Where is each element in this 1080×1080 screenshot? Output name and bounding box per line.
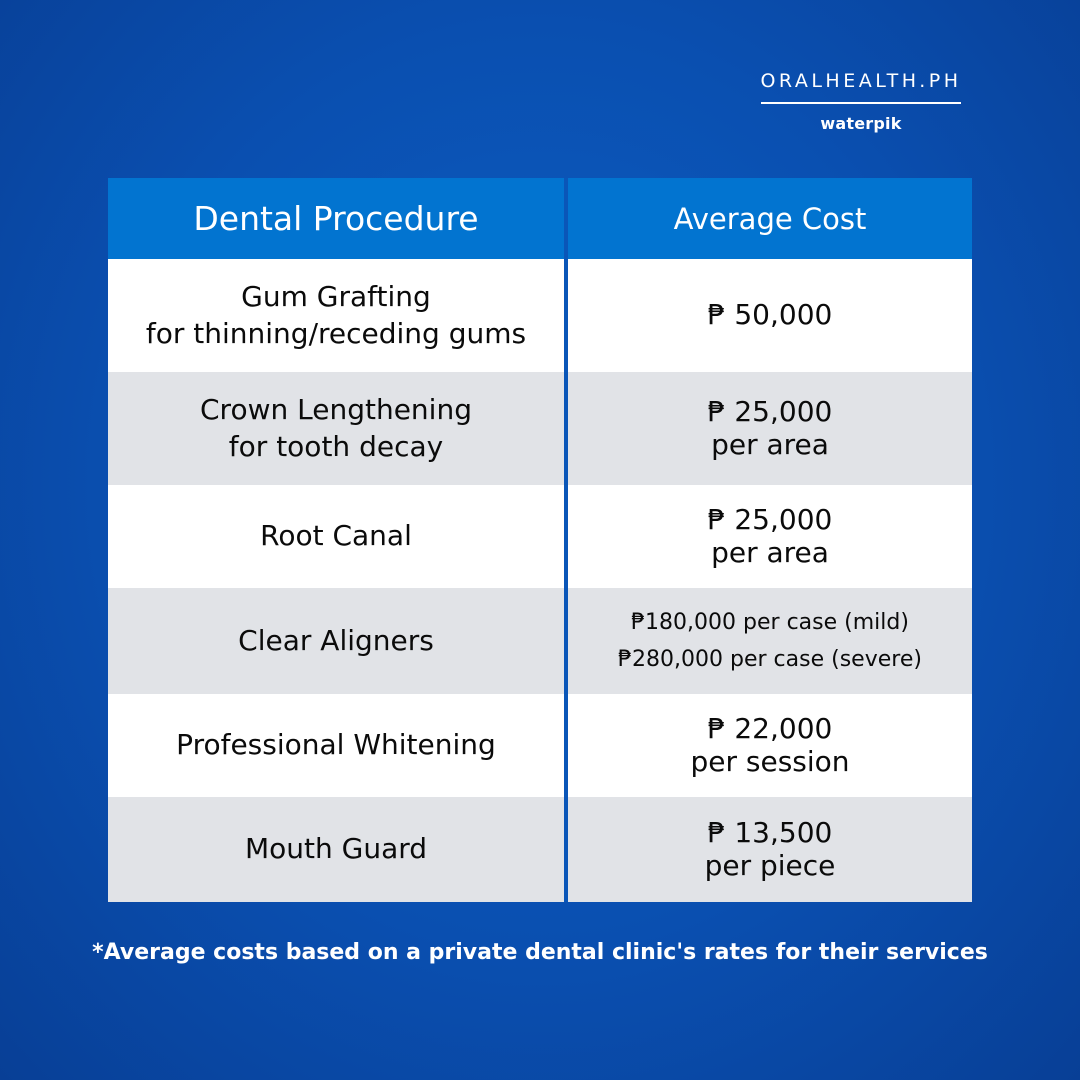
cost-unit: per session (690, 744, 850, 778)
table-row (108, 485, 972, 588)
procedure-cell (108, 372, 564, 485)
cost-value-mild: ₱180,000 per case (mild) (631, 609, 909, 635)
procedure-note: for tooth decay (228, 429, 444, 463)
procedure-name: Clear Aligners (238, 623, 434, 657)
footnote: *Average costs based on a private dental clinic's rates for their services (92, 940, 988, 965)
procedure-cell (108, 259, 564, 372)
cost-cell (568, 797, 972, 902)
table-row (108, 588, 972, 694)
brand-logo (756, 70, 966, 133)
cost-cell (568, 372, 972, 485)
cost-unit: per piece (704, 848, 836, 882)
procedure-name: Mouth Guard (244, 832, 428, 866)
table-row (108, 694, 972, 797)
procedure-name: Professional Whitening (176, 728, 496, 762)
table-row (108, 259, 972, 372)
header-procedure: Dental Procedure (108, 178, 564, 259)
cost-value-severe: ₱280,000 per case (severe) (618, 647, 922, 672)
procedure-cell (108, 588, 564, 694)
procedure-note: for thinning/receding gums (145, 316, 527, 350)
cost-unit: per area (711, 427, 829, 461)
cost-cell (568, 588, 972, 694)
procedure-cell (108, 694, 564, 797)
brand-divider (761, 102, 961, 104)
procedure-name: Crown Lengthening (200, 393, 472, 427)
cost-cell (568, 485, 972, 588)
cost-cell (568, 694, 972, 797)
cost-unit: per area (711, 535, 829, 569)
cost-value: ₱ 50,000 (707, 298, 833, 332)
cost-value: ₱ 13,500 (707, 816, 833, 850)
table-row (108, 797, 972, 902)
procedure-name: Gum Grafting (241, 280, 431, 314)
cost-value: ₱ 25,000 (707, 503, 833, 537)
brand-partner: waterpik (820, 114, 902, 133)
table-row (108, 372, 972, 485)
header-cost: Average Cost (568, 178, 972, 259)
procedure-name: Root Canal (260, 519, 412, 553)
cost-table (108, 178, 972, 902)
cost-value: ₱ 25,000 (707, 395, 833, 429)
brand-name: ORALHEALTH.PH (760, 70, 962, 92)
column-divider (564, 178, 568, 902)
cost-value: ₱ 22,000 (707, 712, 833, 746)
cost-cell (568, 259, 972, 372)
procedure-cell (108, 797, 564, 902)
procedure-cell (108, 485, 564, 588)
